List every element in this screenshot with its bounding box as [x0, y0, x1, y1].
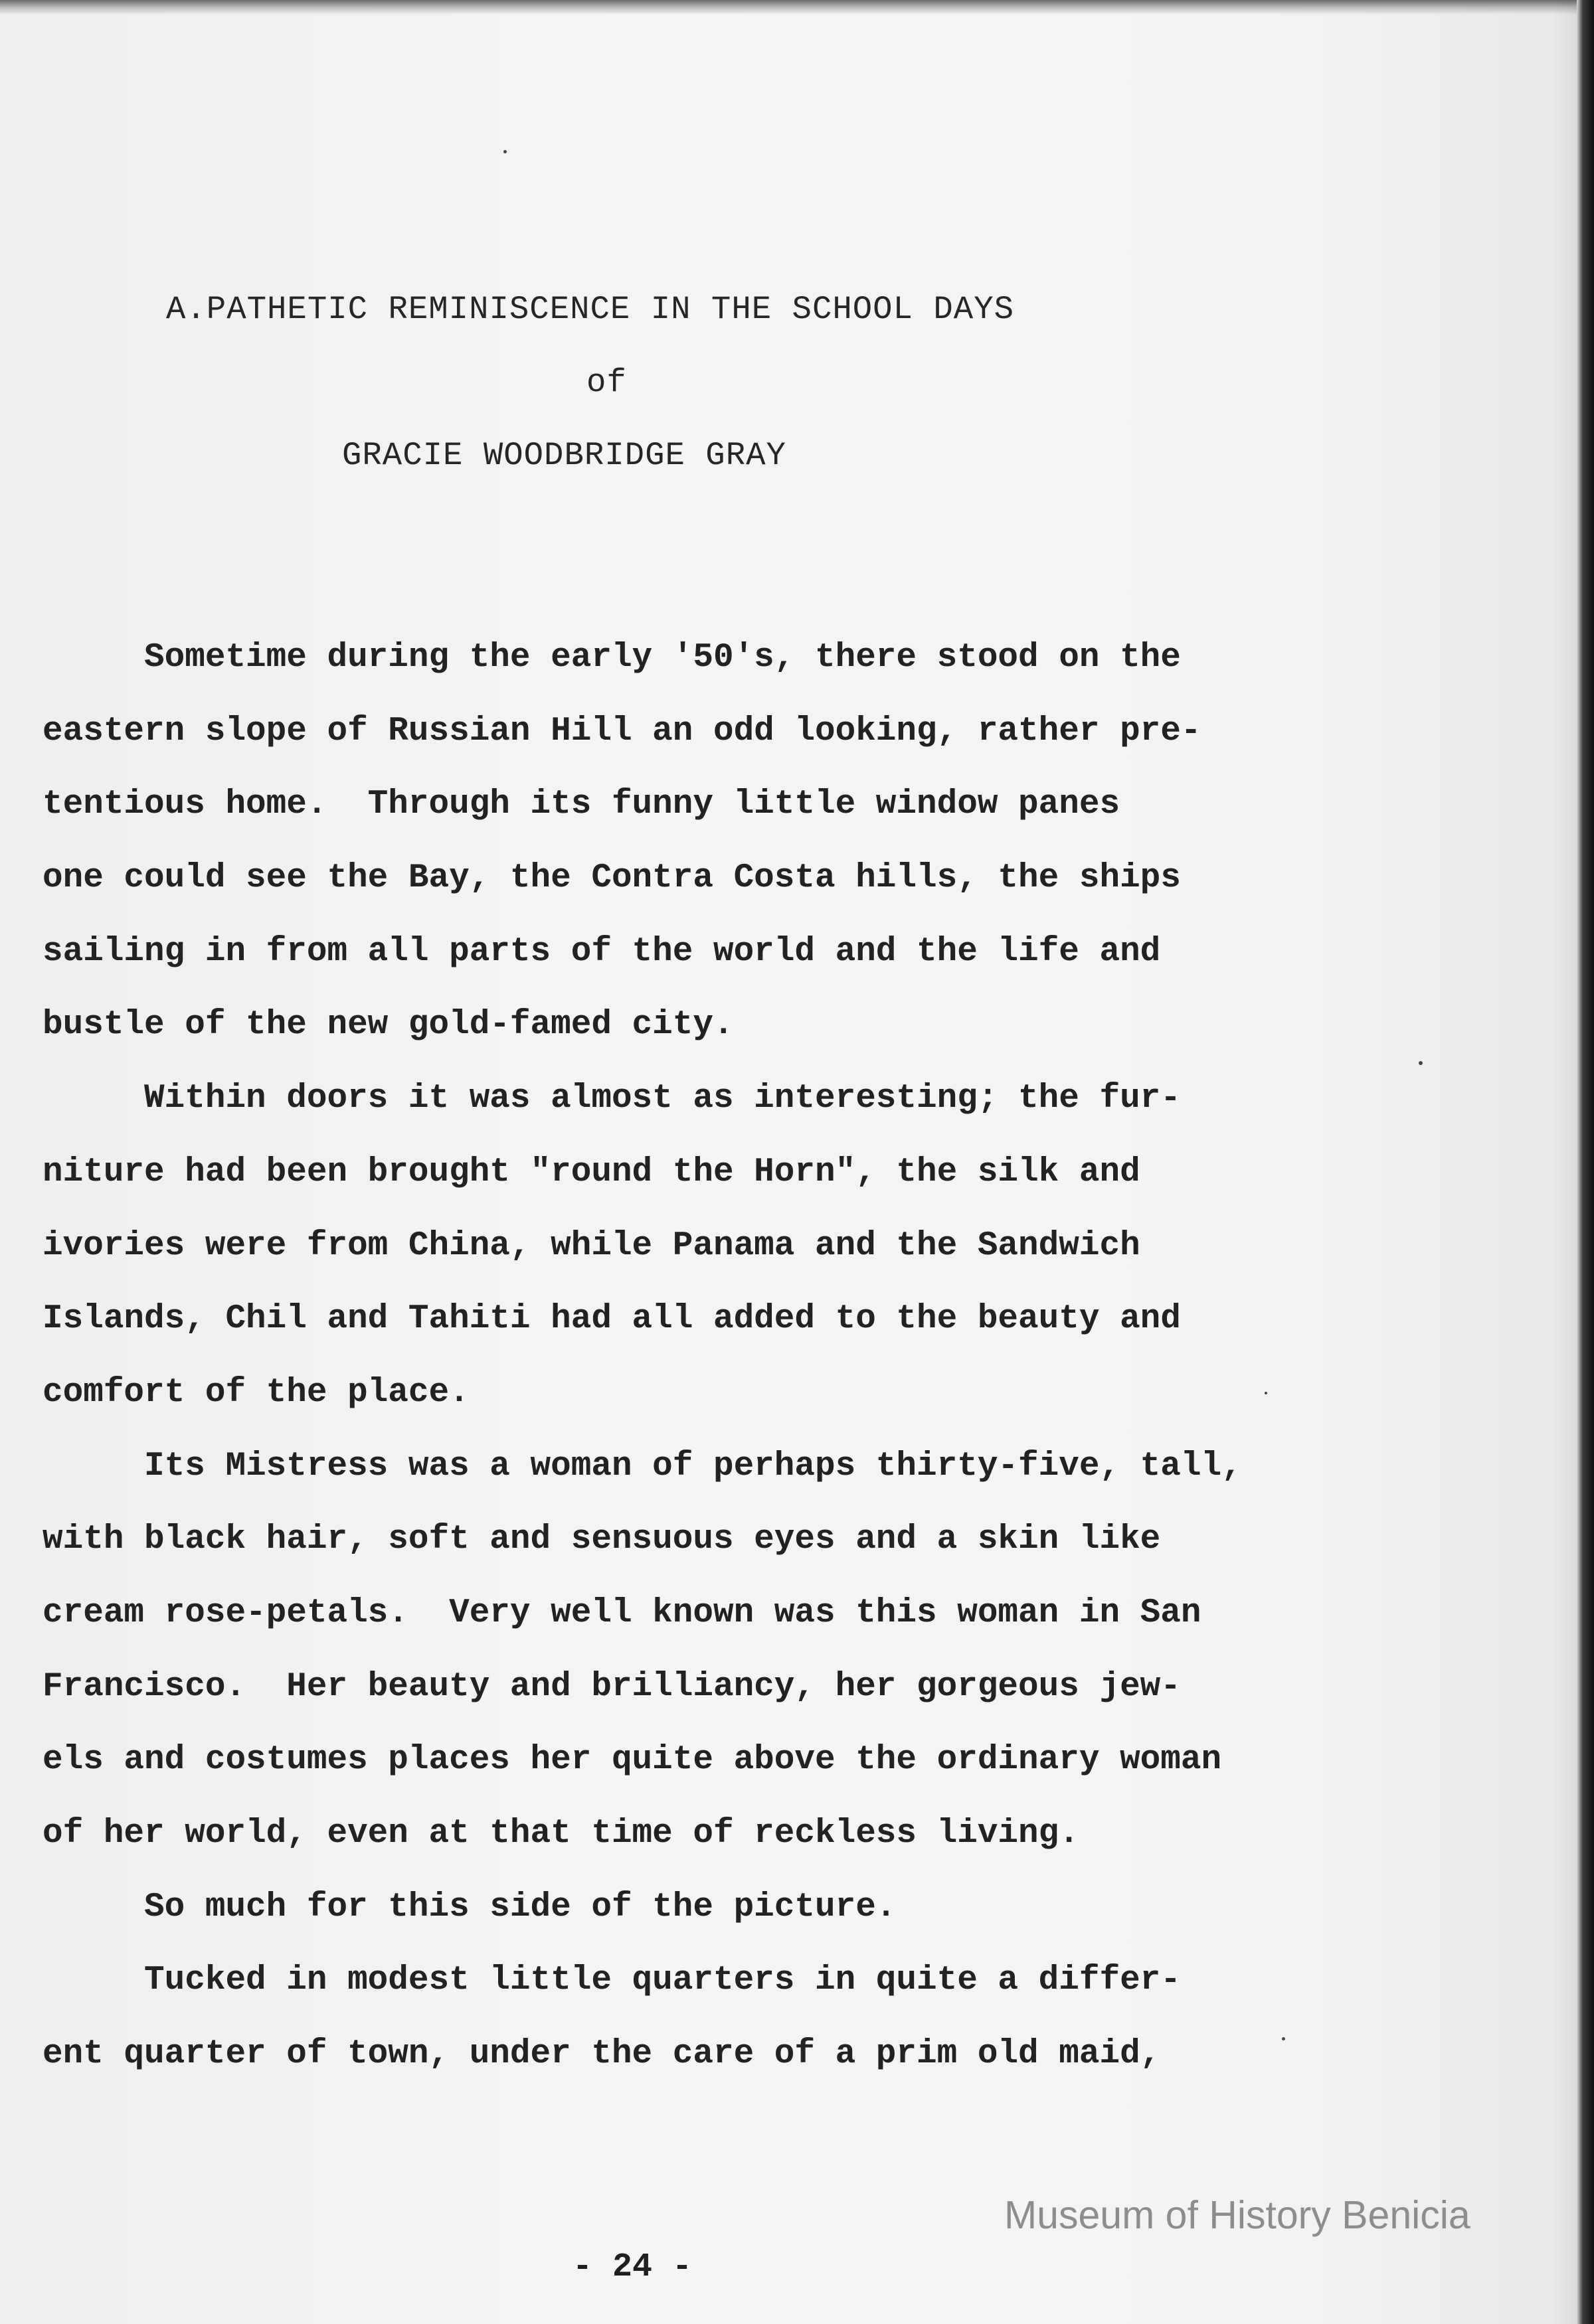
- text-line: sailing in from all parts of the world and the life and: [43, 932, 1161, 971]
- title-line-3: GRACIE WOODBRIDGE GRAY: [342, 437, 786, 474]
- text-line: Within doors it was almost as interesting; the fur-: [43, 1080, 1181, 1118]
- paper-speck: [503, 150, 507, 153]
- text-line: cream rose-petals. Very well known was this woman in San: [43, 1594, 1201, 1632]
- paper-speck: [1265, 1392, 1267, 1394]
- page-right-edge: [1577, 0, 1594, 2324]
- page-top-shadow: [0, 0, 1594, 15]
- text-line: Islands, Chil and Tahiti had all added to the beauty and: [43, 1300, 1181, 1339]
- text-line: niture had been brought "round the Horn", the silk and: [43, 1153, 1140, 1191]
- page-right-shadow: [1553, 0, 1577, 2324]
- text-line: of her world, even at that time of reckless living.: [43, 1815, 1079, 1853]
- text-line: els and costumes places her quite above the ordinary woman: [43, 1741, 1222, 1780]
- text-line: So much for this side of the picture.: [43, 1888, 897, 1926]
- title-line-2: of: [586, 364, 627, 401]
- title-line-1: A.PATHETIC REMINISCENCE IN THE SCHOOL DAYS: [166, 291, 1015, 328]
- text-line: comfort of the place.: [43, 1373, 470, 1412]
- page-number: - 24 -: [573, 2248, 693, 2286]
- body-text: [43, 622, 1377, 2092]
- text-line: Francisco. Her beauty and brilliancy, her gorgeous jew-: [43, 1667, 1181, 1706]
- text-line: bustle of the new gold-famed city.: [43, 1006, 734, 1044]
- paper-speck: [1282, 2037, 1285, 2040]
- text-line: ent quarter of town, under the care of a prim old maid,: [43, 2035, 1161, 2074]
- text-line: Its Mistress was a woman of perhaps thirty-five, tall,: [43, 1447, 1242, 1485]
- text-line: ivories were from China, while Panama and the Sandwich: [43, 1226, 1140, 1265]
- text-line: eastern slope of Russian Hill an odd looking, rather pre-: [43, 712, 1201, 750]
- museum-watermark: Museum of History Benicia: [1004, 2193, 1470, 2237]
- text-line: Tucked in modest little quarters in quite a differ-: [43, 1961, 1181, 2000]
- text-line: Sometime during the early '50's, there stood on the: [43, 639, 1181, 677]
- text-line: tentious home. Through its funny little window panes: [43, 786, 1120, 824]
- text-line: with black hair, soft and sensuous eyes and a skin like: [43, 1521, 1161, 1559]
- text-line: one could see the Bay, the Contra Costa hills, the ships: [43, 859, 1181, 898]
- paper-speck: [1419, 1061, 1423, 1065]
